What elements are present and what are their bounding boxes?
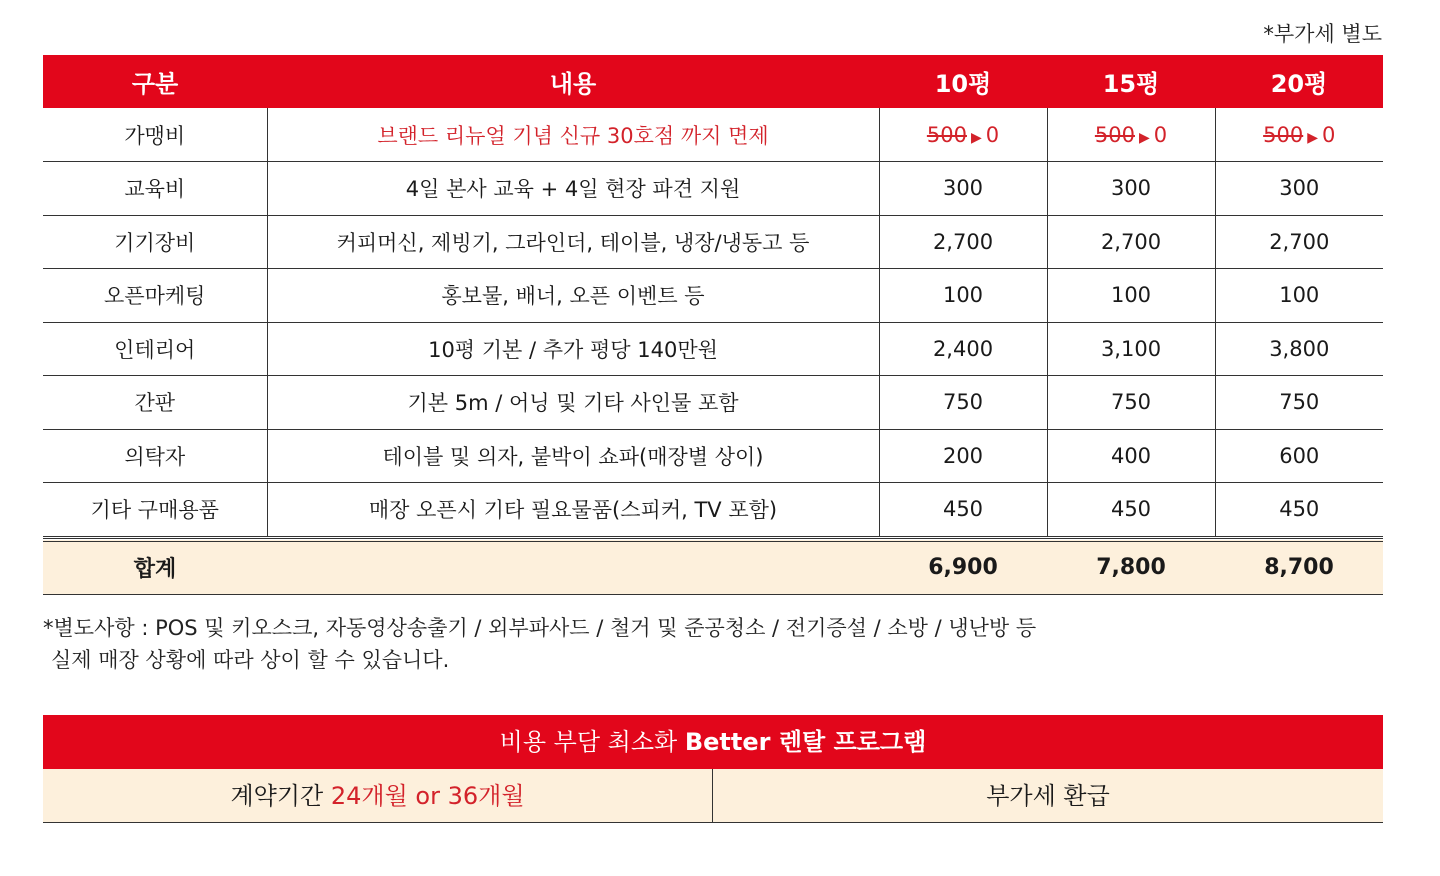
price-15pyeong: 450 — [1047, 483, 1215, 537]
price-15pyeong: 750 — [1047, 376, 1215, 430]
contract-label: 계약기간 — [230, 782, 331, 810]
vat-note: *부가세 별도 — [1263, 22, 1382, 46]
header-10pyeong: 10평 — [879, 55, 1047, 108]
header-content: 내용 — [267, 55, 879, 108]
rental-title — [43, 715, 1383, 769]
row-content: 브랜드 리뉴얼 기념 신규 30호점 까지 면제 — [267, 108, 879, 162]
vat-refund: 부가세 환급 — [986, 782, 1110, 810]
header-20pyeong: 20평 — [1215, 55, 1383, 108]
row-label: 오픈마케팅 — [43, 269, 267, 323]
price-15pyeong: 2,700 — [1047, 215, 1215, 269]
contract-period — [43, 769, 713, 822]
price-20pyeong — [1215, 108, 1383, 162]
total-10pyeong: 6,900 — [879, 540, 1047, 594]
contract-value: 24개월 or 36개월 — [330, 782, 525, 810]
rental-details — [43, 769, 1383, 823]
old-price: 500 — [926, 122, 967, 147]
table-row — [43, 215, 1383, 269]
total-spacer — [267, 540, 879, 594]
table-row — [43, 322, 1383, 376]
price-10pyeong: 300 — [879, 162, 1047, 216]
total-20pyeong: 8,700 — [1215, 540, 1383, 594]
new-price: 0 — [1322, 122, 1336, 147]
total-table — [43, 538, 1383, 595]
total-label: 합계 — [43, 540, 267, 594]
row-label: 가맹비 — [43, 108, 267, 162]
price-20pyeong: 100 — [1215, 269, 1383, 323]
row-content: 커피머신, 제빙기, 그라인더, 테이블, 냉장/냉동고 등 — [267, 215, 879, 269]
footnote-line-2: 실제 매장 상황에 따라 상이 할 수 있습니다. — [51, 648, 450, 672]
price-15pyeong: 400 — [1047, 429, 1215, 483]
row-label: 기타 구매용품 — [43, 483, 267, 537]
price-10pyeong: 100 — [879, 269, 1047, 323]
price-20pyeong: 750 — [1215, 376, 1383, 430]
table-row — [43, 483, 1383, 537]
row-content: 홍보물, 배너, 오픈 이벤트 등 — [267, 269, 879, 323]
footnote-line-1: *별도사항 : POS 및 키오스크, 자동영상송출기 / 외부파사드 / 철거 및 준공청소 / 전기증설 / 소방 / 냉난방 등 — [43, 616, 1037, 640]
row-content: 4일 본사 교육 + 4일 현장 파견 지원 — [267, 162, 879, 216]
price-20pyeong: 2,700 — [1215, 215, 1383, 269]
price-10pyeong: 750 — [879, 376, 1047, 430]
row-label: 기기장비 — [43, 215, 267, 269]
new-price: 0 — [985, 122, 1000, 147]
cost-table — [43, 55, 1383, 537]
rental-title-plain: 비용 부담 최소화 — [499, 728, 685, 756]
new-price: 0 — [1153, 122, 1168, 147]
table-row-franchise-fee — [43, 108, 1383, 162]
arrow-right-icon: ▶ — [1138, 129, 1150, 146]
header-15pyeong: 15평 — [1047, 55, 1215, 108]
row-content: 매장 오픈시 기타 필요물품(스피커, TV 포함) — [267, 483, 879, 537]
old-price: 500 — [1263, 122, 1304, 147]
rental-title-bold: Better 렌탈 프로그램 — [684, 728, 927, 756]
price-20pyeong: 600 — [1215, 429, 1383, 483]
price-20pyeong: 300 — [1215, 162, 1383, 216]
price-10pyeong: 2,700 — [879, 215, 1047, 269]
table-row — [43, 269, 1383, 323]
row-content: 기본 5m / 어닝 및 기타 사인물 포함 — [267, 376, 879, 430]
price-15pyeong: 3,100 — [1047, 322, 1215, 376]
old-price: 500 — [1094, 122, 1135, 147]
price-10pyeong — [879, 108, 1047, 162]
row-label: 교육비 — [43, 162, 267, 216]
arrow-right-icon: ▶ — [970, 129, 982, 146]
price-20pyeong: 3,800 — [1215, 322, 1383, 376]
price-10pyeong: 2,400 — [879, 322, 1047, 376]
price-10pyeong: 200 — [879, 429, 1047, 483]
price-20pyeong: 450 — [1215, 483, 1383, 537]
table-row — [43, 429, 1383, 483]
header-category: 구분 — [43, 55, 267, 108]
table-row — [43, 162, 1383, 216]
row-content: 10평 기본 / 추가 평당 140만원 — [267, 322, 879, 376]
row-content: 테이블 및 의자, 붙박이 쇼파(매장별 상이) — [267, 429, 879, 483]
row-label: 의탁자 — [43, 429, 267, 483]
table-header-row — [43, 55, 1383, 108]
price-15pyeong: 300 — [1047, 162, 1215, 216]
price-15pyeong — [1047, 108, 1215, 162]
row-label: 간판 — [43, 376, 267, 430]
total-15pyeong: 7,800 — [1047, 540, 1215, 594]
arrow-right-icon: ▶ — [1307, 129, 1318, 146]
footnote — [43, 612, 1036, 676]
price-15pyeong: 100 — [1047, 269, 1215, 323]
total-row — [43, 540, 1383, 594]
price-10pyeong: 450 — [879, 483, 1047, 537]
table-row — [43, 376, 1383, 430]
rental-program — [43, 715, 1383, 823]
row-label: 인테리어 — [43, 322, 267, 376]
